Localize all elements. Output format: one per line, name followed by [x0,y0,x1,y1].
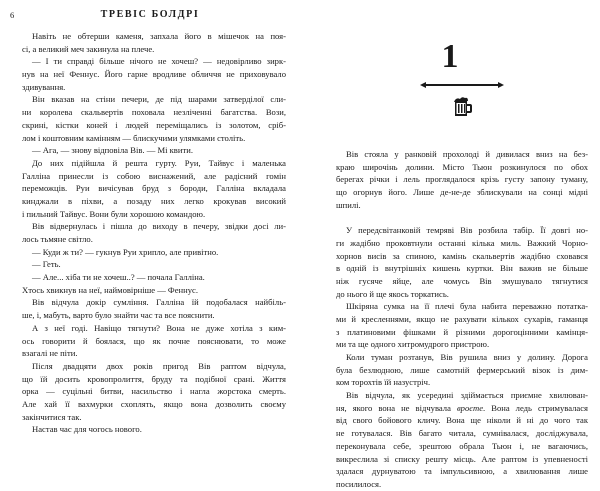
text-line: А з неї годі. Навіщо тягнути? Вона не дуже хотіла з ким- [32,322,286,333]
text-line: — Куди ж ти? — гукнув Руи хрипло, але привітно. [32,246,219,257]
text-line: Шкіряна сумка на її плечі була набита переважно потатка- [346,301,588,312]
text-line: краю широчінь долини. Місто Тьюн розкинулося по обох [336,161,588,172]
text-line: і пильний Тайвус. Вони були хорошою командою. [22,208,206,219]
paragraph-spacer [336,211,588,224]
text-line: Коли туман розтанув, Вів рушила вниз у долину. Дорога [346,352,588,362]
text-line: кинджали в піхви, а позаду них легко крокував високий [22,195,286,206]
text-line: Вів стояла у ранковій прохолоді й дивилася вниз на без- [346,149,588,159]
text-line: — Геть. [32,259,61,270]
text-line: берегах річки і лель проглядалося крізь густу запону туману, [336,174,588,185]
text-line: що огорнув його. Лише де-не-де зблискували на сонці мідні [336,187,588,198]
text-line: Галліна принесли із собою виснажений, але радісний гомін [22,170,286,181]
text-line: лось тьмяне світло. [22,234,93,244]
text-line: Він вказав на стіни печери, де під шарами затверділої сли- [32,94,286,105]
text-line: Вів відчула, як усередині здіймається приємне хвилюван- [346,390,588,401]
text-line: Настав час для чогось нового. [32,424,142,435]
text-line: ось говорити й боялася, що як почне пояснювати, то може [22,335,286,346]
text-line: Але хай її вахмурки схоплять, якщо вона дозволить своєму [22,398,286,409]
right-page [300,0,600,489]
text-line: посилилося. [336,478,382,489]
text-line: Хтось хвикнув на неї, наймовірніше — Феннус. [22,284,198,295]
text-line: ни королева скальвертів поховала незліченні багатства. Вози, [22,107,286,118]
text-line: ніж гусяче яйце, але чомусь Вів змушувало тягнутися [336,275,588,286]
running-header: ТРЕВІС БОЛДРІ [100,9,200,20]
beer-mug-icon [453,96,473,118]
text-line: — Ага, — знову відповіла Вів. — Мі квити. [32,145,193,156]
text-line: здалася дурнуватою та імпульсивною, а хвилювання лише [336,466,588,477]
text-line: — І ти справді більше нічого не хочеш? — недовірливо зирк- [32,56,286,67]
text-line: Навіть не обтерши каменя, запхала його в мішечок на поя- [32,31,286,41]
chapter-ornament-rule [426,84,498,86]
text-line: У передсвітанковій темряві Вів розбила табір. Її довгі но- [346,225,588,236]
left-page [0,0,300,452]
text-line: сі, а великий меч закинула на плече. [22,43,155,54]
text-line: переможців. Руи вичісував бруд з бороди, Галліна вкладала [22,183,286,194]
text-line: скрині, кістки коней і людей переміщались із золотом, сріб- [22,119,286,130]
text-line: лом і коштовним камінням — блискучими улямками століть. [22,132,246,143]
text-line: ми й кресленнями, якщо не рахувати кількох сухарів, гаманця [336,313,588,324]
text-line: від свого бойового кличу. Вона ще ніколи й ні до чого так [336,415,588,426]
body-text [336,148,588,491]
text-line: в одній із внутрішніх кишень куртки. Він важив не більше [336,263,588,274]
text-line: ги жадібно проковтнули останні кілька миль. Важкий Чорно- [336,237,588,248]
text-line: взагалі не піти. [22,348,78,359]
text-line: ком торохтів їй назустріч. [336,377,431,388]
text-line: ми та ще одного хитромудрого пристрою. [336,339,490,350]
text-line: викреслила зі списку решту місць. Але раптом із упевненості [336,453,588,464]
text-line: Вів відчула докір сумління. Галліна їй подобалася найбіль- [32,297,286,308]
text-line: До них підійшла й решта гурту. Руи, Тайвус і маленька [32,157,286,168]
text-line: ня, якого вона не відчувала вроєте. Вона ледь стримувалася [336,402,588,413]
text-line: закінчитися так. [22,411,82,422]
text-line: не готувалася. Вів багато читала, сумнівалася, досліджувала, [336,428,588,439]
text-line: переконувала себе, зрештою обрала Тьюн і, не вагаючись, [336,440,588,451]
text-line: Після двадцяти двох років пригод Вів раптом відчула, [32,360,286,371]
text-line: орка — суцільні битви, насильство і нагла жорстока смерть. [22,386,286,397]
text-line: нув на неї Феннус. Його гарне вродливе обличчя не приховувало [22,69,286,80]
text-line: що їй досить кровопролиття, бруду та подібної срані. Життя [22,373,286,384]
text-line: була безлюдною, лише самотній фермерський візок із дим- [336,364,588,375]
text-line: шпилі. [336,199,361,210]
text-line: з платиновими фішками й різними дорогоцінними камінця- [336,326,588,337]
text-line: хорнов висів за спиною, камінь скальвертів жадібно сховався [336,250,588,261]
text-line: здивування. [22,81,66,92]
text-line: ше, і, мабуть, варто було знайти час та все пояснити. [22,310,215,321]
page-number: 6 [10,10,15,20]
chapter-number: 1 [441,38,459,75]
text-line: до нього й ще якось торкатись. [336,288,449,299]
text-line: Вів відвернулась і пішла до виходу в печеру, звідки досі ли- [32,221,286,232]
text-line: — Але... хіба ти не хочеш..? — почала Галліна. [32,272,205,283]
body-text [22,30,286,436]
